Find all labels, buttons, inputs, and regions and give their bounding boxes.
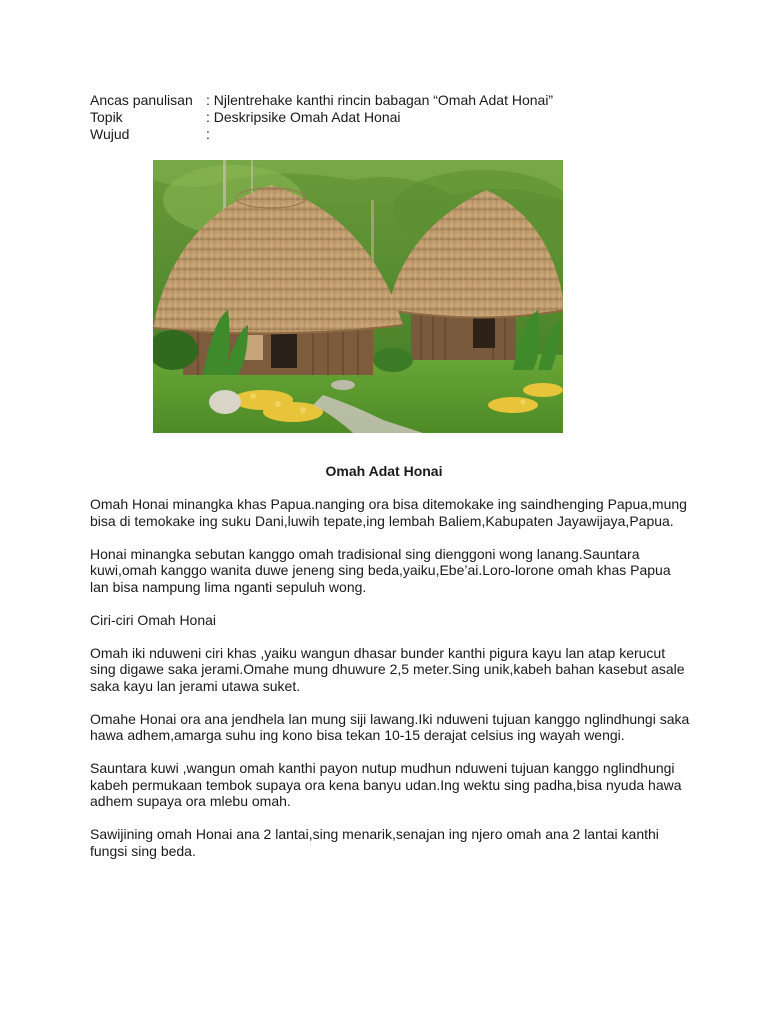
section-heading-characteristics: Ciri-ciri Omah Honai xyxy=(90,611,217,628)
paragraph-roof: Sauntara kuwi ,wangun omah kanthi payon nutup mudhun nduweni tujuan kanggo nglindhungi kabeh permukaan tembok supaya ora kena banyu udan.Ing wektu sing padha,bisa nyuda hawa adhem supaya ora mlebu omah. xyxy=(90,760,682,809)
document-body xyxy=(90,496,690,876)
meta-label: Topik xyxy=(90,109,123,125)
meta-value: : Njlentrehake kanthi rincin babagan “Omah Adat Honai” xyxy=(206,92,554,108)
paragraph-windows: Omahe Honai ora ana jendhela lan mung siji lawang.Iki nduweni tujuan kanggo nglindhungi saka hawa adhem,amarga suhu ing kono bisa tekan 10-15 derajat celsius ing wayah wengi. xyxy=(90,710,690,743)
meta-value: : xyxy=(206,126,210,142)
paragraph-intro: Omah Honai minangka khas Papua.nanging ora bisa ditemokake ing saindhenging Papua,mung bisa di temokake ing suku Dani,luwih tepate,ing lembah Baliem,Kabupaten Jayawijaya,Papua. xyxy=(90,496,687,529)
meta-row-form xyxy=(90,126,690,143)
paragraph-honai-meaning: Honai minangka sebutan kanggo omah tradisional sing dienggoni wong lanang.Sauntara kuwi,omah kanggo wanita duwe jeneng sing beda,yaiku,Ebe’ai.Loro-lorone omah khas Papua lan bisa nampung lima nganti sepuluh wong. xyxy=(90,545,671,595)
assignment-header xyxy=(90,92,690,143)
meta-row-purpose xyxy=(90,92,690,109)
meta-value: : Deskripsike Omah Adat Honai xyxy=(206,109,401,125)
document-title: Omah Adat Honai xyxy=(325,463,443,479)
paragraph-shape: Omah iki nduweni ciri khas ,yaiku wangun dhasar bunder kanthi pigura kayu lan atap kerucut sing digawe saka jerami.Omahe mung dhuwure 2,5 meter.Sing unik,kabeh bahan kasebut asale saka kayu lan jerami utawa suket. xyxy=(90,644,685,694)
meta-label: Ancas panulisan xyxy=(90,92,193,108)
honai-huts-photo xyxy=(153,160,563,433)
meta-row-topic xyxy=(90,109,690,126)
paragraph-floors: Sawijining omah Honai ana 2 lantai,sing menarik,senajan ing njero omah ana 2 lantai kanthi fungsi sing beda. xyxy=(90,826,659,859)
meta-label: Wujud xyxy=(90,126,130,142)
